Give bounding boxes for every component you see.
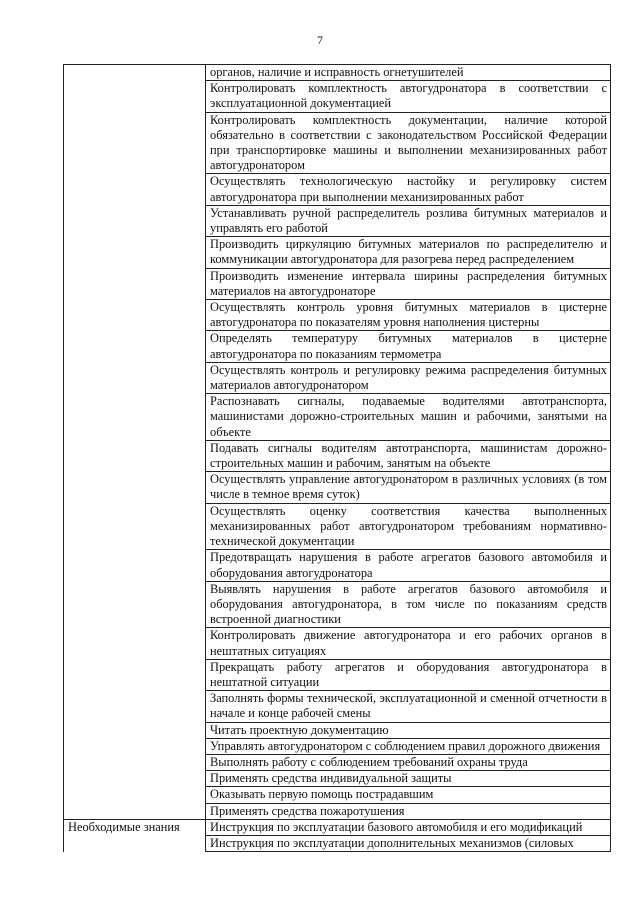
row-label-cell: [64, 237, 206, 268]
table-row: [64, 659, 611, 690]
table-row: [64, 550, 611, 581]
row-label-cell: [64, 205, 206, 236]
row-label-cell: [64, 174, 206, 205]
row-item-cell: Заполнять формы технической, эксплуатационной и сменной отчетности в начале и конце рабочей смены: [206, 691, 611, 722]
row-label-cell: [64, 581, 206, 628]
table-row: [64, 174, 611, 205]
row-label-cell: [64, 803, 206, 819]
row-label-cell: [64, 268, 206, 299]
row-label-cell: [64, 754, 206, 770]
row-item-cell: Применять средства индивидуальной защиты: [206, 771, 611, 787]
row-label-cell: [64, 81, 206, 112]
row-item-cell: органов, наличие и исправность огнетушителей: [206, 65, 611, 81]
row-item-cell: Определять температуру битумных материалов в цистерне автогудронатора по показаниям термометра: [206, 331, 611, 362]
requirements-table: [63, 64, 611, 852]
row-label-cell: [64, 771, 206, 787]
table-body: [64, 65, 611, 852]
row-item-cell: Осуществлять контроль уровня битумных материалов в цистерне автогудронатора по показателям уровня наполнения цистерны: [206, 300, 611, 331]
table-row: [64, 628, 611, 659]
table-row: [64, 819, 611, 835]
row-label-cell: [64, 722, 206, 738]
row-item-cell: Осуществлять контроль и регулировку режима распределения битумных материалов автогудронатором: [206, 362, 611, 393]
table-row: [64, 65, 611, 81]
row-item-cell: Производить циркуляцию битумных материалов по распределителю и коммуникации автогудронатора для разогрева перед распределением: [206, 237, 611, 268]
table-row: [64, 803, 611, 819]
table-row: [64, 691, 611, 722]
row-item-cell: Распознавать сигналы, подаваемые водителями автотранспорта, машинистами дорожно-строительных машин и рабочими, занятыми на объекте: [206, 394, 611, 441]
table-row: [64, 112, 611, 174]
table-row: [64, 331, 611, 362]
row-label-cell: [64, 394, 206, 441]
row-item-cell: Производить изменение интервала ширины распределения битумных материалов на автогудронаторе: [206, 268, 611, 299]
row-item-cell: Прекращать работу агрегатов и оборудования автогудронатора в нештатной ситуации: [206, 659, 611, 690]
table-row: [64, 738, 611, 754]
row-item-cell: Контролировать движение автогудронатора и его рабочих органов в нештатных ситуациях: [206, 628, 611, 659]
row-item-cell: Оказывать первую помощь пострадавшим: [206, 787, 611, 803]
row-label-cell: [64, 331, 206, 362]
row-label-cell: [64, 787, 206, 803]
table-row: [64, 268, 611, 299]
row-item-cell: Применять средства пожаротушения: [206, 803, 611, 819]
row-item-cell: Осуществлять управление автогудронатором в различных условиях (в том числе в темное время суток): [206, 472, 611, 503]
row-item-cell: Подавать сигналы водителям автотранспорта, машинистам дорожно-строительных машин и рабочим, занятым на объекте: [206, 440, 611, 471]
row-label-cell: [64, 362, 206, 393]
table-row: [64, 300, 611, 331]
row-item-cell: Контролировать комплектность автогудронатора в соответствии с эксплуатационной документацией: [206, 81, 611, 112]
row-item-cell: Осуществлять технологическую настойку и регулировку систем автогудронатора при выполнении механизированных работ: [206, 174, 611, 205]
row-label-cell: [64, 65, 206, 81]
table-row: [64, 581, 611, 628]
table-row: [64, 835, 611, 851]
table-row: [64, 787, 611, 803]
row-label-cell: [64, 112, 206, 174]
row-label-cell: [64, 550, 206, 581]
row-label-cell: [64, 835, 206, 851]
row-item-cell: Контролировать комплектность документации, наличие которой обязательно в соответствии с законодательством Российской Федерации при транспортировке машины и выполнении механизированных работ автогудронатором: [206, 112, 611, 174]
table-row: [64, 440, 611, 471]
row-item-cell: Управлять автогудронатором с соблюдением правил дорожного движения: [206, 738, 611, 754]
page-number: 7: [317, 33, 323, 47]
table-row: [64, 722, 611, 738]
table-row: [64, 81, 611, 112]
row-item-cell: Инструкция по эксплуатации базового автомобиля и его модификаций: [206, 819, 611, 835]
row-label-cell: [64, 738, 206, 754]
row-item-cell: Инструкция по эксплуатации дополнительных механизмов (силовых: [206, 835, 611, 851]
row-label-cell: Необходимые знания: [64, 819, 206, 835]
row-item-cell: Осуществлять оценку соответствия качества выполненных механизированных работ автогудронатором требованиям нормативно-технической документации: [206, 503, 611, 550]
row-label-cell: [64, 503, 206, 550]
row-label-cell: [64, 659, 206, 690]
row-item-cell: Выполнять работу с соблюдением требований охраны труда: [206, 754, 611, 770]
row-label-cell: [64, 628, 206, 659]
row-label-cell: [64, 440, 206, 471]
row-item-cell: Читать проектную документацию: [206, 722, 611, 738]
row-item-cell: Устанавливать ручной распределитель розлива битумных материалов и управлять его работой: [206, 205, 611, 236]
table-row: [64, 771, 611, 787]
row-item-cell: Предотвращать нарушения в работе агрегатов базового автомобиля и оборудования автогудронатора: [206, 550, 611, 581]
table-row: [64, 394, 611, 441]
table-row: [64, 205, 611, 236]
table-row: [64, 237, 611, 268]
row-label-cell: [64, 300, 206, 331]
row-item-cell: Выявлять нарушения в работе агрегатов базового автомобиля и оборудования автогудронатора, в том числе по показаниям средств встроенной диагностики: [206, 581, 611, 628]
table-row: [64, 754, 611, 770]
row-label-cell: [64, 691, 206, 722]
table-row: [64, 362, 611, 393]
row-label-cell: [64, 472, 206, 503]
table-row: [64, 503, 611, 550]
table-row: [64, 472, 611, 503]
